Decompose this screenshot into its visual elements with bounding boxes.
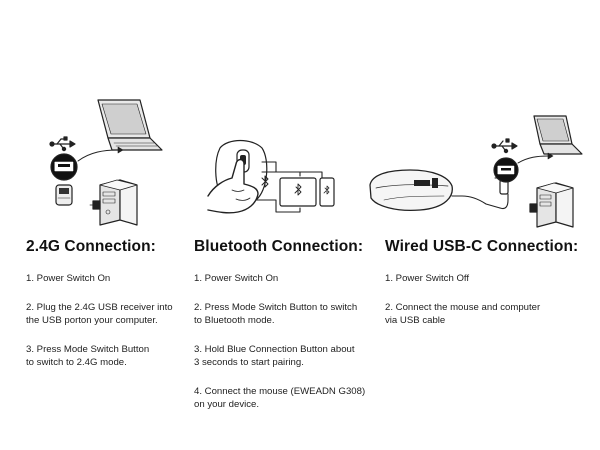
usb-symbol-icon	[492, 139, 517, 153]
section-title: 2.4G Connection:	[26, 238, 156, 255]
hand-pressing-mouse-icon	[208, 141, 267, 213]
step-text: 3. Press Mode Switch Button to switch to 2.4G mode.	[26, 344, 150, 368]
usb-receiver-icon	[56, 185, 72, 205]
laptop-icon	[98, 100, 162, 150]
section-title: Wired USB-C Connection:	[385, 238, 579, 255]
desktop-tower-icon	[90, 180, 137, 225]
step-text: 1. Power Switch On	[194, 273, 279, 284]
laptop-icon	[534, 116, 582, 154]
step-text: 3. Hold Blue Connection Button about 3 seconds to start pairing.	[194, 344, 355, 368]
tablet-icon	[280, 178, 316, 206]
step-text: 2. Press Mode Switch Button to switch to Bluetooth mode.	[194, 302, 358, 326]
desktop-tower-icon	[530, 183, 573, 227]
section-title: Bluetooth Connection:	[194, 238, 364, 255]
step-text: 2. Connect the mouse and computer via USB cable	[385, 302, 541, 326]
step-text: 1. Power Switch Off	[385, 273, 470, 284]
section-wired-usb-c	[385, 238, 585, 343]
usb-c-cable-icon	[452, 178, 512, 209]
usb-symbol-icon	[50, 137, 75, 151]
step-text: 2. Plug the 2.4G USB receiver into the USB porton your computer.	[26, 302, 173, 326]
section-2-4g	[26, 238, 186, 385]
phone-icon	[320, 178, 334, 206]
step-text: 1. Power Switch On	[26, 273, 111, 284]
section-bluetooth	[194, 238, 374, 427]
step-text: 4. Connect the mouse (EWEADN G308) on your device.	[194, 386, 366, 410]
mouse-side-view-icon	[370, 170, 452, 210]
